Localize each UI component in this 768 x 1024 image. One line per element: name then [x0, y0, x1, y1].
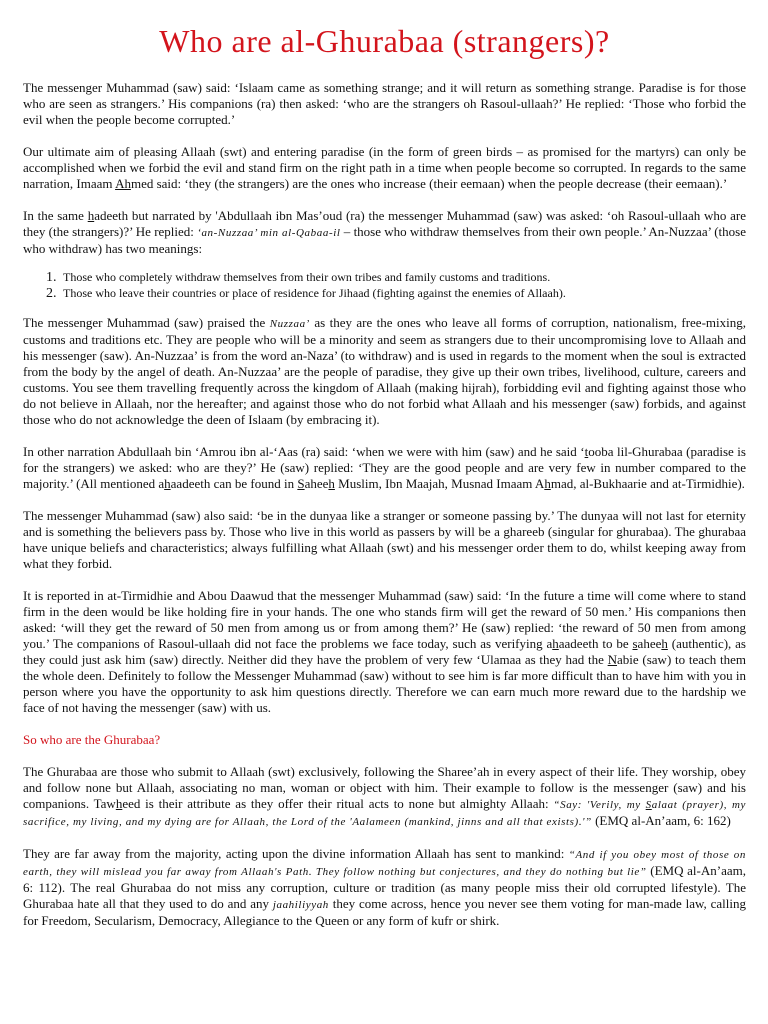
paragraph-2: Our ultimate aim of pleasing Allaah (swt) and entering paradise (in the form of green birds – as promised for the martyrs) can only be accomplished when we forbid the evil and stand firm on the right path in a time when people become so corrupted. In regards to the same narration, Imaam Ahmed said: ‘they (the strangers) are the ones who increase (their eemaan) when the people decrease (their eemaan).’ [23, 144, 746, 191]
paragraph-9: They are far away from the majority, acting upon the divine information Allaah has sent to mankind: “And if you obey most of those on earth, they will mislead you far away from Allaah's Path. They follow nothing but conjectures, and they do nothing but lie” (EMQ al-An’aam, 6: 112). The real Ghurabaa do not miss any corruption, culture or tradition (as many people miss their old corrupted lifestyle). The Ghurabaa hate all that they used to do and any jaahiliyyah they come across, hence you never see them voting for man-made law, calling for Freedom, Secularism, Democracy, Allegiance to the Queen or any form of kufr or shirk. [23, 846, 747, 928]
paragraph-1: The messenger Muhammad (saw) said: ‘Islaam came as something strange; and it will return as something strange. Paradise is for those who are seen as strangers.’ His companions (ra) then asked: ‘who are the strangers oh Rasoul-ullaah?’ He replied: ‘Those who forbid the evil when the people become corrupted.’ [23, 80, 746, 127]
list-item: 1. Those who completely withdraw themselves from their own tribes and family customs and traditions. [60, 269, 746, 285]
quran-quote: “Say: 'Verily, my Salaat (prayer), my sacrifice, my living, and my dying are for Allaah, the Lord of the 'Aalameen (mankind, jinns and all that exists).'” [23, 799, 746, 828]
paragraph-4: The messenger Muhammad (saw) praised the Nuzzaa’ as they are the ones who leave all forms of corruption, nationalism, free-mixing, customs and traditions etc. They are people who will be a minority and seem as strangers due to their uncompromising love to Allaah and his messenger (saw). An-Nuzzaa’ is from the word an-Naza’ (to withdraw) and is used in regards to the moment when the soul is extracted from the body by the angel of death. An-Nuzzaa’ are the people of paradise, they give up their own tribes, livelihood, culture, careers and customs. You see them travelling frequently across the kingdom of Allaah (making hijrah), forbidding evil and fighting against those who do not believe in Allaah, nor the hereafter; and against those who do not forbid what Allaah and his messenger (saw) forbids, and against those who do not acknowledge the deen of Islaam (by embracing it). [23, 315, 746, 427]
list-item: 2. Those who leave their countries or place of residence for Jihaad (fighting against the enemies of Allaah). [60, 285, 746, 301]
paragraph-3: In the same hadeeth but narrated by 'Abdullaah ibn Mas’oud (ra) the messenger Muhammad (saw) was asked: ‘oh Rasoul-ullaah who are they (the strangers)?’ He replied: ‘an-Nuzzaa’ min al-Qabaa-il – those who withdraw themselves from their own people.’ An-Nuzzaa’ (those who withdraw) has two meanings: [23, 208, 746, 256]
paragraph-6: The messenger Muhammad (saw) also said: ‘be in the dunyaa like a stranger or someone passing by.’ The dunyaa will not last for eternity and is something the believers pass by. Those who live in this world as passers by will be a ghareeb (singular for ghurabaa). The ghurabaa have unique beliefs and characteristics; always fulfilling what Allaah (swt) and his messenger order them to do, whilst keeping away from what they forbid. [23, 508, 746, 571]
quran-quote: “And if you obey most of those on earth, they will mislead you far away from Allaah's Path. They follow nothing but conjectures, and they do nothing but lie” [23, 849, 747, 878]
paragraph-7: It is reported in at-Tirmidhie and Abou Daawud that the messenger Muhammad (saw) said: ‘In the future a time will come where to stand firm in the deen would be like holding fire in your hands. The one who stands firm will get the reward of 50 men.’ His companions then asked: ‘will they get the reward of 50 men from among us or from among them?’ He (saw) replied: ‘the reward of 50 men from among you.’ The companions of Rasoul-ullaah did not face the problems we face today, such as verifying ahaadeeth to be saheeh (authentic), as they could just ask him (saw) directly. Neither did they have the problem of very few ‘Ulamaa as they had the Nabie (saw) to teach them the whole deen. Definitely to follow the Messenger Muhammad (saw) without to see him is far more difficult than to have him with you in person where you have the opportunity to ask him questions directly. Therefore we can earn much more reward due to the hardship we face of not having the messenger (saw) with us. [23, 588, 746, 715]
arabic-quote: ‘an-Nuzzaa’ min al-Qabaa-il [197, 227, 341, 239]
nuzzaa-term: Nuzzaa’ [269, 318, 310, 330]
paragraph-8: The Ghurabaa are those who submit to Allaah (swt) exclusively, following the Sharee’ah in every aspect of their life. They worship, obey and follow none but Allaah, associating no man, woman or object with him. Their example to follow is the messenger (saw) and his companions. Tawheed is their attribute as they offer their ritual acts to none but almighty Allaah: “Say: 'Verily, my Salaat (prayer), my sacrifice, my living, and my dying are for Allaah, the Lord of the 'Aalameen (mankind, jinns and all that exists).'” (EMQ al-An’aam, 6: 162) [23, 764, 746, 828]
meanings-list [23, 269, 746, 301]
paragraph-5: In other narration Abdullaah bin ‘Amrou ibn al-‘Aas (ra) said: ‘when we were with him (saw) and he said ‘tooba lil-Ghurabaa (paradise is for the strangers) we asked: who are they?’ He (saw) replied: ‘They are the good people and are very few in number compared to the majority.’ (All mentioned ahaadeeth can be found in Saheeh Muslim, Ibn Maajah, Musnad Imaam Ahmad, al-Bukhaarie and at-Tirmidhie). [23, 444, 746, 491]
jaahiliyyah-term: jaahiliyyah [272, 899, 329, 911]
page-title: Who are al-Ghurabaa (strangers)? [159, 23, 610, 59]
section-subheading: So who are the Ghurabaa? [23, 732, 161, 747]
